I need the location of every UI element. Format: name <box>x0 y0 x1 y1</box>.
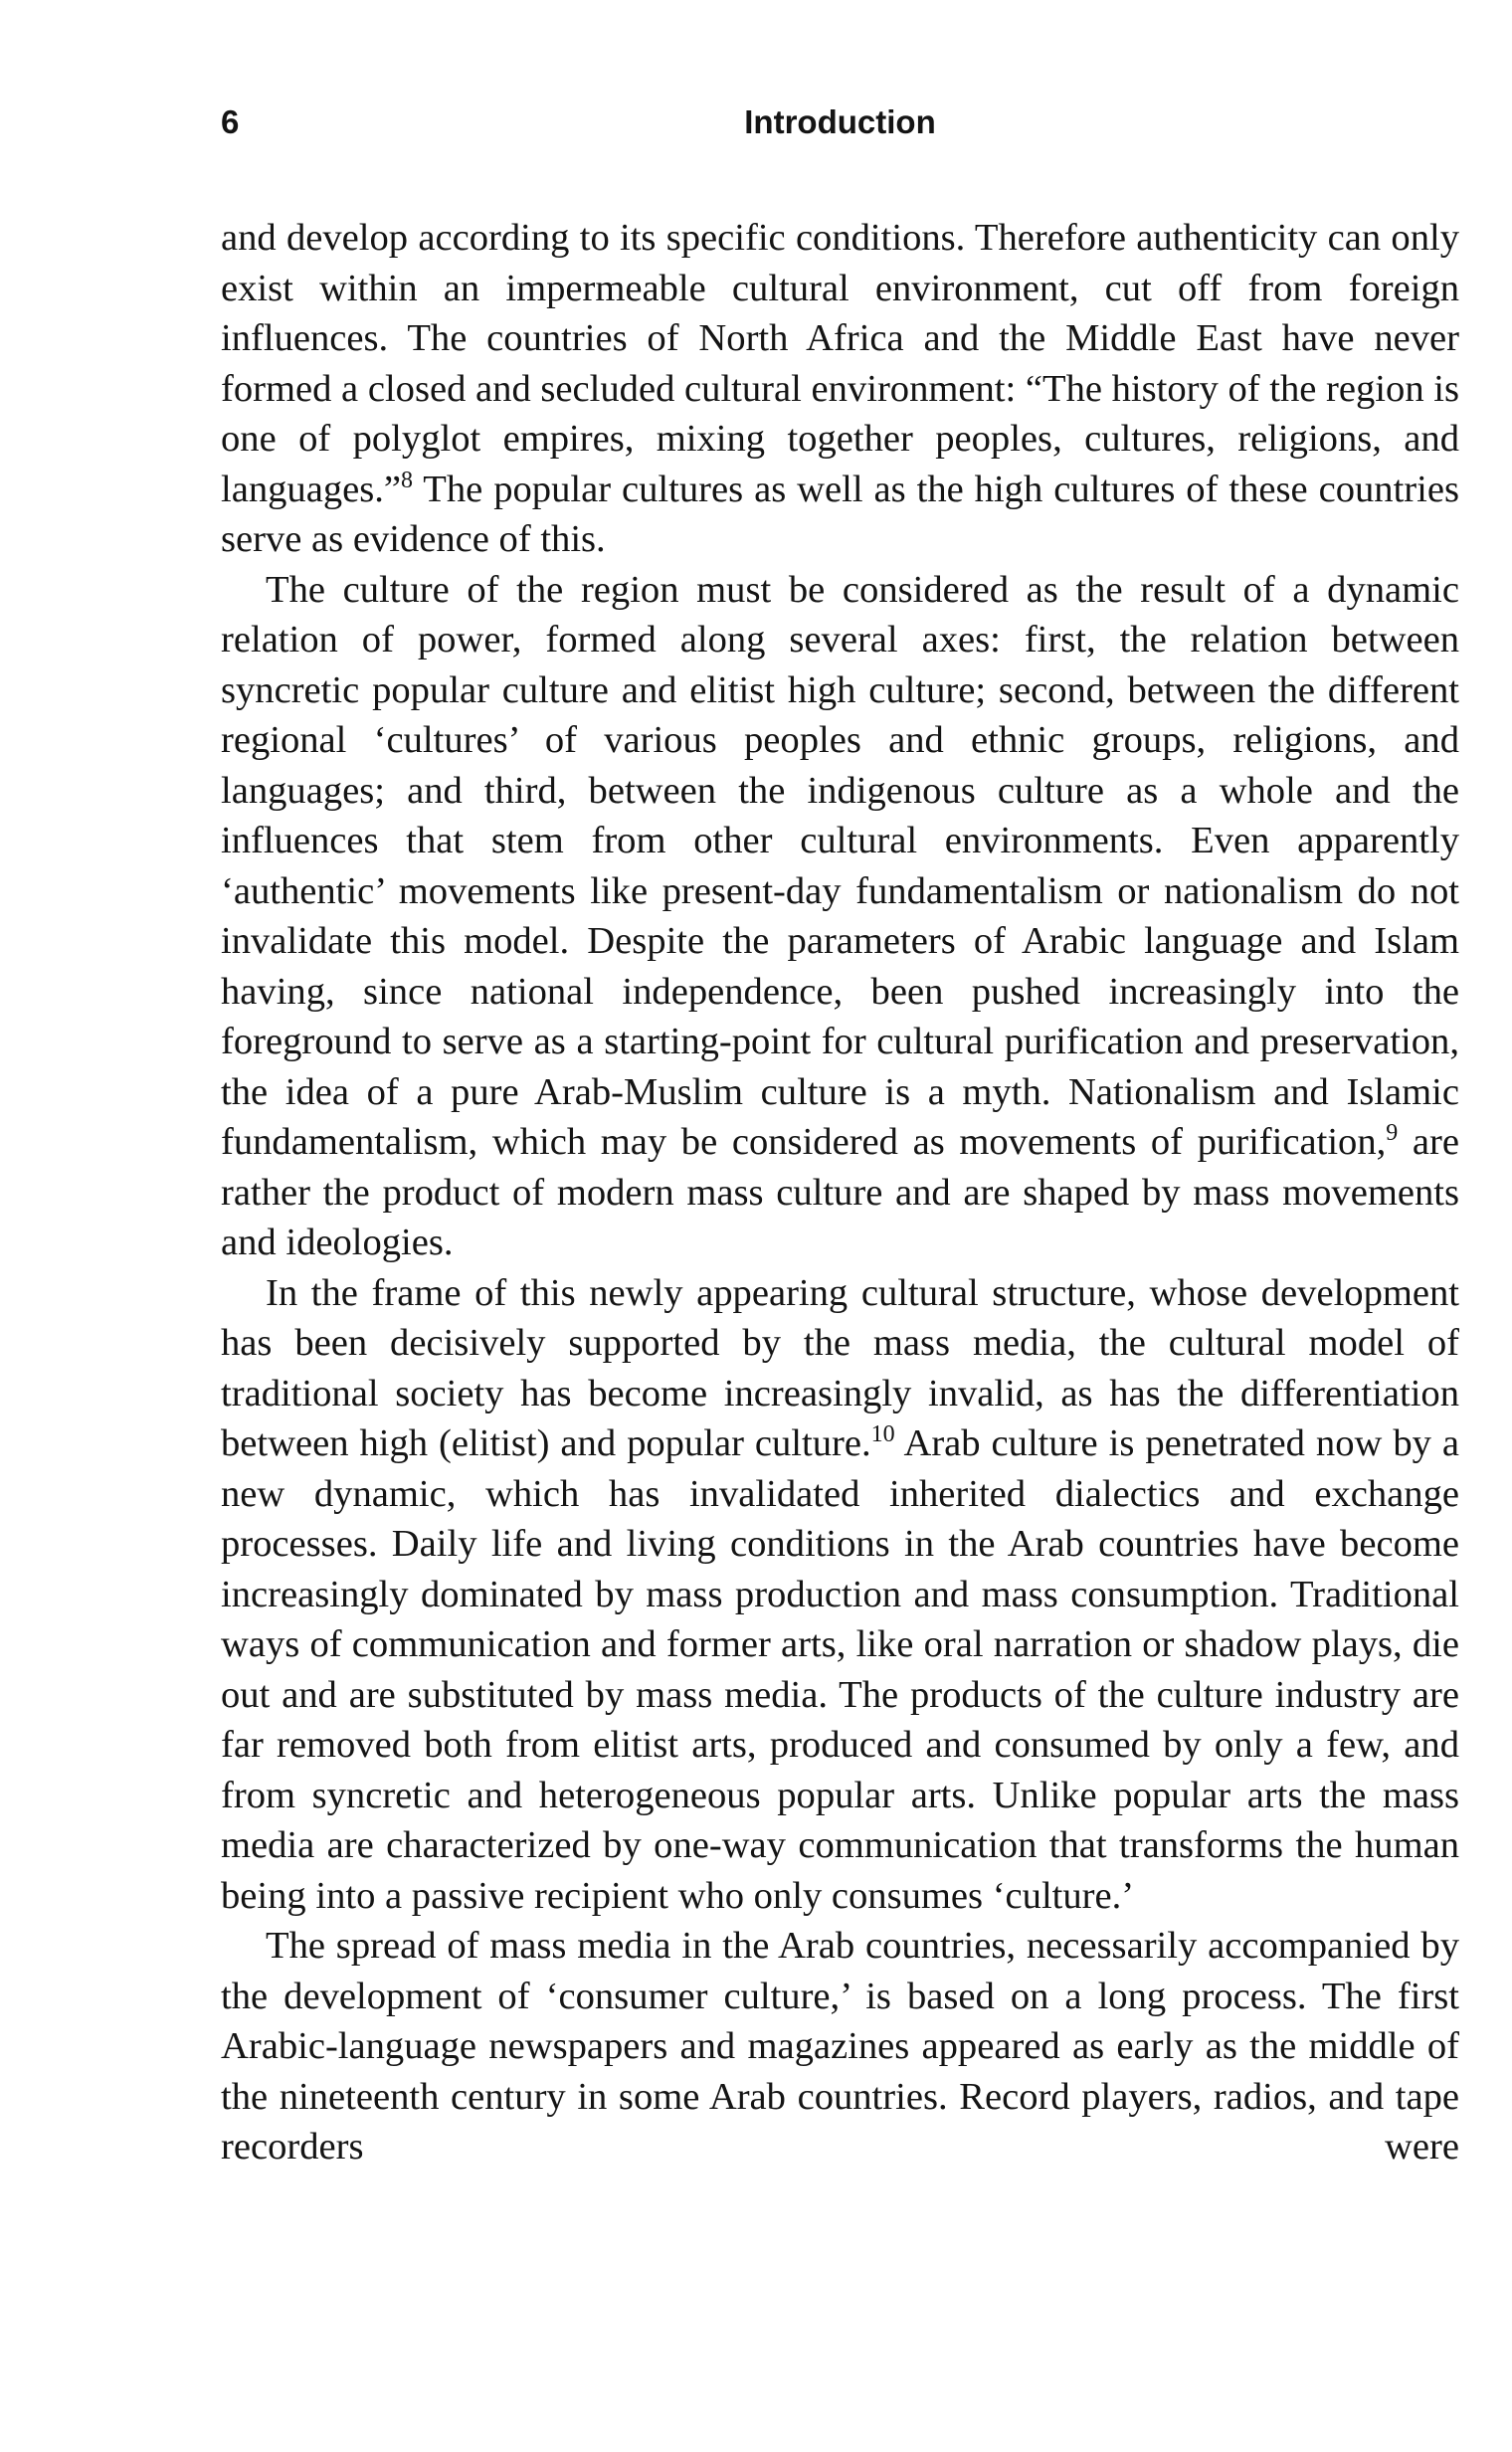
footnote-marker: 8 <box>401 467 414 493</box>
text-run: The culture of the region must be considered as the result of a dynamic relation of power, formed along several axes: first, the relation between syncretic popular culture and elitist high culture; second, between the different regional ‘cultures’ of various peoples and ethnic groups, religions, and languages; and third, between the indigenous culture as a whole and the influences that stem from other cultural environments. Even apparently ‘authentic’ movements like present-day fundamentalism or nationalism do not invalidate this model. Despite the parameters of Arabic language and Islam having, since national independence, been pushed increasingly into the foreground to serve as a starting-point for cultural purification and preservation, the idea of a pure Arab-Muslim culture is a myth. Nationalism and Islamic fundamentalism, which may be considered as movements of purification, <box>221 568 1459 1163</box>
paragraph <box>221 565 1459 1268</box>
text-run: are rather the product of modern mass culture and are shaped by mass movements and ideologies. <box>221 1121 1459 1263</box>
text-run: Arab culture is penetrated now by a new dynamic, which has invalidated inherited dialectics and exchange processes. Daily life and living conditions in the Arab countries have become increasingly dominated by mass production and mass consumption. Traditional ways of communication and former arts, like oral narration or shadow plays, die out and are substituted by mass media. The products of the culture industry are far removed both from elitist arts, produced and consumed by only a few, and from syncretic and heterogeneous popular arts. Unlike popular arts the mass media are characterized by one-way communication that transforms the human being into a passive recipient who only consumes ‘culture.’ <box>221 1422 1459 1917</box>
paragraph <box>221 1268 1459 1922</box>
paragraph <box>221 1921 1459 2222</box>
text-run: The popular cultures as well as the high cultures of these countries serve as evidence of this. <box>221 468 1459 560</box>
page-number: 6 <box>221 103 240 140</box>
text-run: and develop according to its specific conditions. Therefore authenticity can only exist within an impermeable cultural environment, cut off from foreign influences. The countries of North Africa and the Middle East have never formed a closed and secluded cultural environment: “The history of the region is one of polyglot empires, mixing together peoples, cultures, religions, and languages.” <box>221 217 1459 510</box>
footnote-marker: 9 <box>1386 1120 1399 1146</box>
paragraph <box>221 213 1459 565</box>
footnote-marker: 10 <box>870 1421 895 1447</box>
text-run: In the frame of this newly appearing cultural structure, whose development has been decisively supported by the mass media, the cultural model of traditional society has become increasingly invalid, as has the differentiation between high (elitist) and popular culture. <box>221 1271 1459 1464</box>
body-text <box>221 213 1459 2222</box>
text-run: The spread of mass media in the Arab countries, necessarily accompanied by the development of ‘consumer culture,’ is based on a long process. The first Arabic-language newspapers and magazines appeared as early as the middle of the nineteenth century in some Arab countries. Record players, radios, and tape recorders were <box>221 1925 1459 2168</box>
page-header <box>221 97 1459 147</box>
running-head: Introduction <box>744 103 936 140</box>
